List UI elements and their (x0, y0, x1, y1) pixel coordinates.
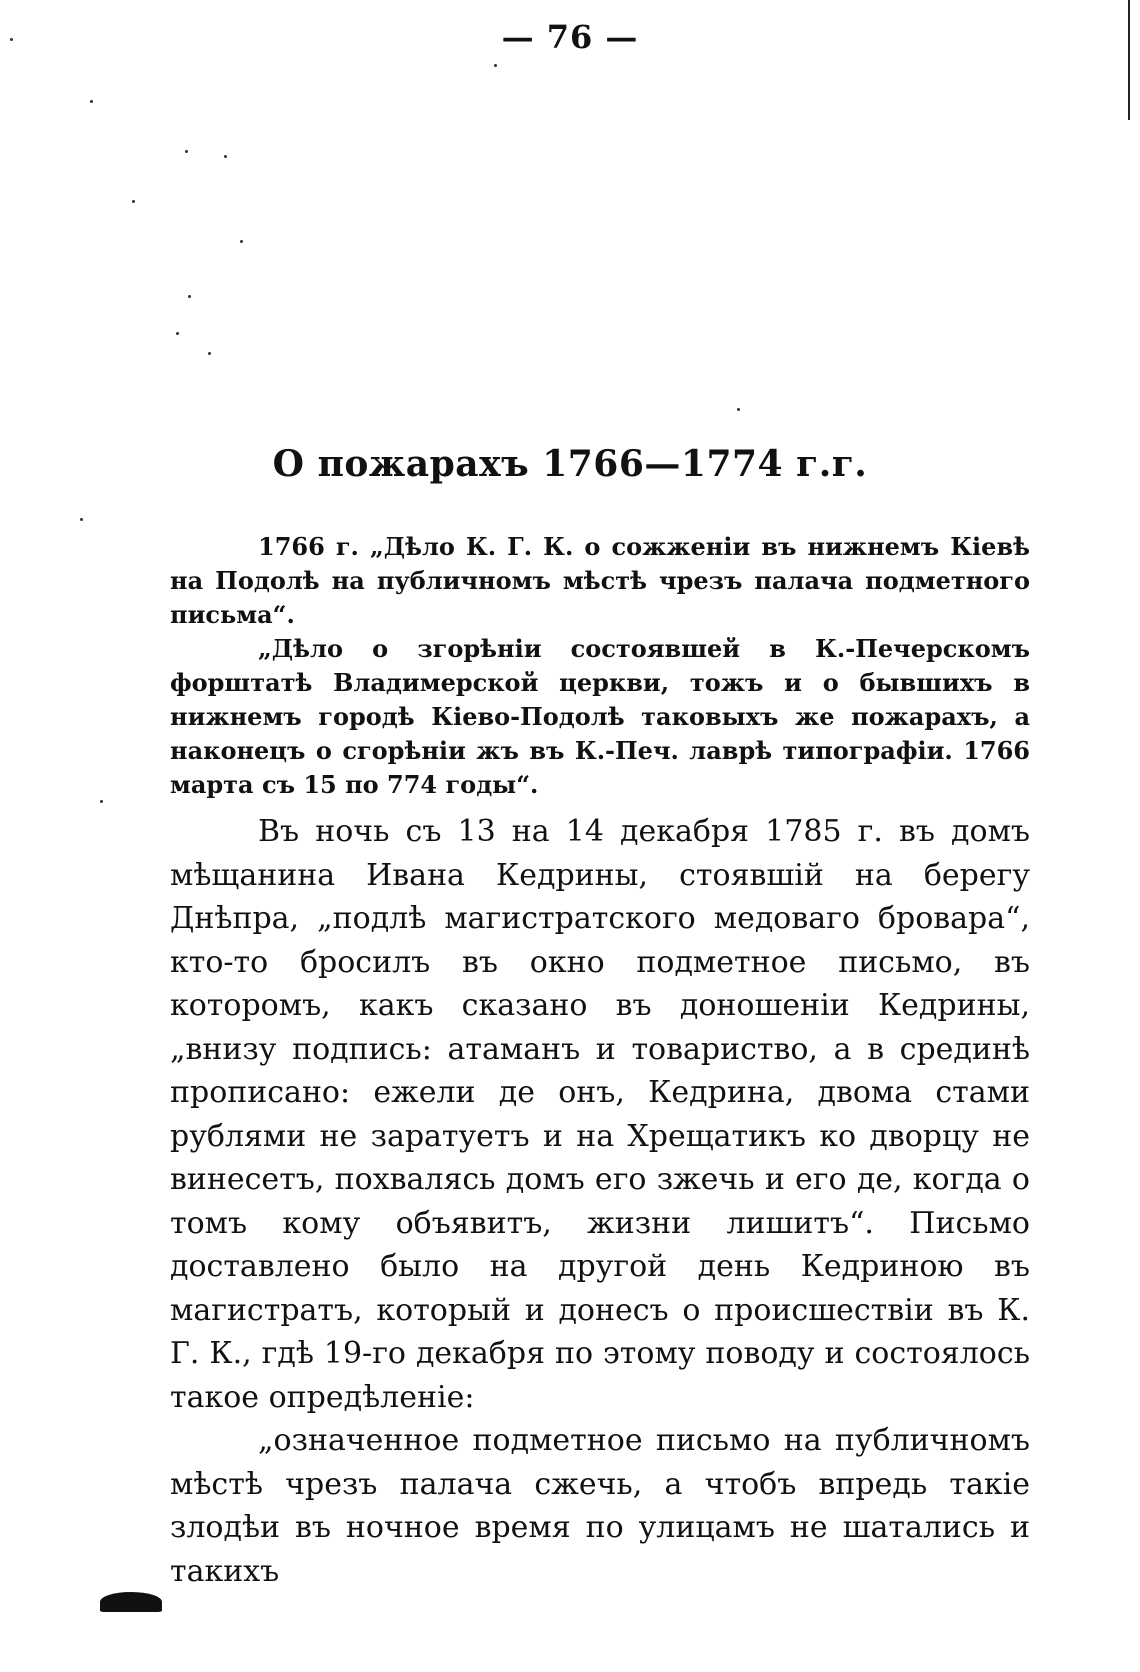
scan-speck (80, 518, 83, 521)
ink-blot-mark (100, 1592, 162, 1612)
scan-speck (188, 295, 191, 298)
scan-speck (737, 408, 740, 411)
page-number: — 76 — (501, 18, 639, 56)
scan-speck (90, 100, 93, 103)
body-text (170, 810, 1030, 1593)
scan-speck (132, 200, 135, 203)
scan-speck (494, 64, 497, 67)
scan-speck (240, 240, 243, 243)
scan-speck (185, 150, 188, 153)
page-edge-line (1128, 0, 1130, 120)
body-paragraph: Въ ночь съ 13 на 14 декабря 1785 г. въ домъ мѣщанина Ивана Кедрины, стоявшій на берегу Днѣпра, „подлѣ магистратского медоваго бровара“, кто-то бросилъ въ окно подметное письмо, въ которомъ, какъ сказано въ доношеніи Кедрины, „внизу подпись: атаманъ и товариство, а в срединѣ прописано: ежели де онъ, Кедрина, двома стами рублями не заратуетъ и на Хрещатикъ ко дворцу не винесетъ, похвалясь домъ его зжечь и его де, когда о томъ кому объявитъ, жизни лишитъ“. Письмо доставлено было на другой день Кедриною въ магистратъ, который и донесъ о происшествіи въ К. Г. К., гдѣ 19-го декабря по этому поводу и состоялось такое опредѣленіе: (170, 814, 1030, 1415)
scan-speck (208, 352, 211, 355)
archive-note-paragraph: 1766 г. „Дѣло К. Г. К. о сожженіи въ нижнемъ Кіевѣ на Подолѣ на публичномъ мѣстѣ чрезъ палача подметного письма“. (170, 532, 1030, 629)
body-paragraph: „означенное подметное письмо на публичномъ мѣстѣ чрезъ палача сжечь, а чтобъ впредь такіе злодѣи въ ночное время по улицамъ не шатались и такихъ (170, 1423, 1030, 1589)
scan-speck (100, 800, 103, 803)
archive-note (170, 530, 1030, 802)
document-title: О пожарахъ 1766—1774 г.г. (272, 443, 868, 485)
scan-speck (176, 332, 179, 335)
scan-speck (10, 38, 13, 41)
scan-speck (224, 155, 227, 158)
archive-note-paragraph: „Дѣло о згорѣніи состоявшей в К.-Печерскомъ форштатѣ Владимерской церкви, тожъ и о бывшихъ в нижнемъ городѣ Кіево-Подолѣ таковыхъ же пожарахъ, а наконецъ о сгорѣніи жъ въ К.-Печ. лаврѣ типографіи. 1766 марта съ 15 по 774 годы“. (170, 634, 1030, 799)
